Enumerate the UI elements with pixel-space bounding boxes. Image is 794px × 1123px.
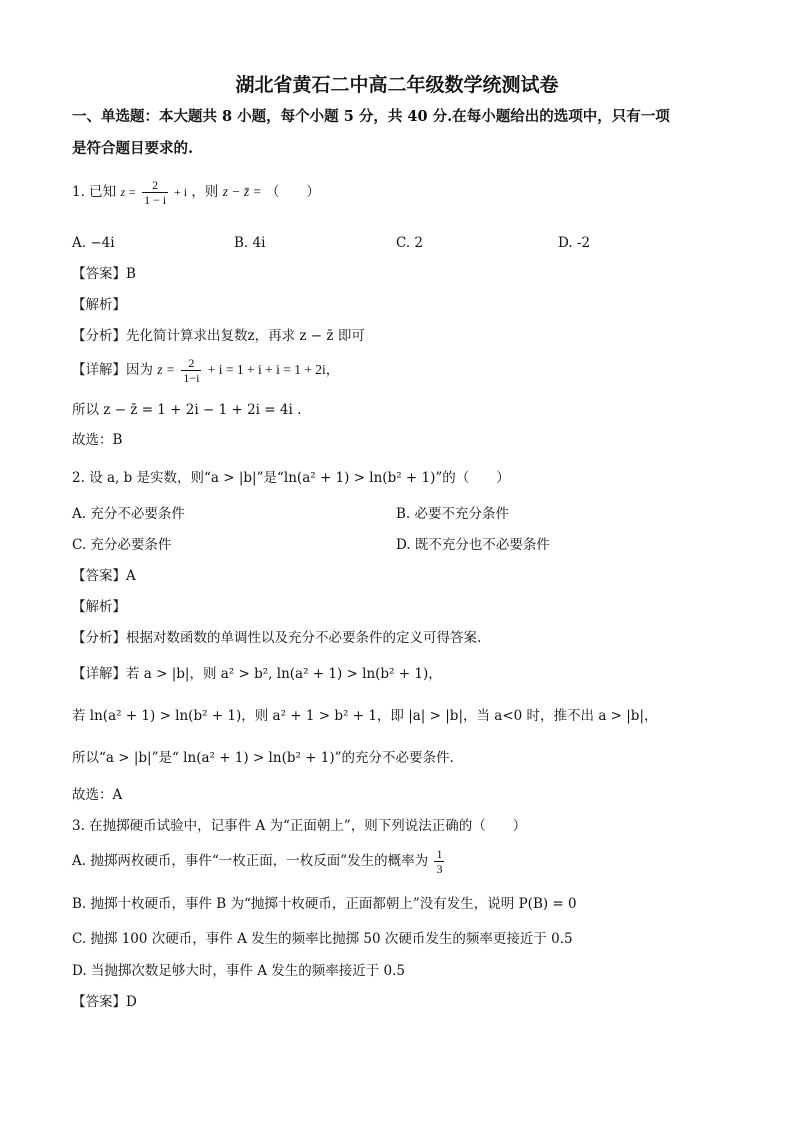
page-title: 湖北省黄石二中高二年级数学统测试卷: [235, 74, 559, 96]
q1-choose: 故选：B: [72, 432, 123, 448]
q2-option-c: C. 充分必要条件: [72, 537, 172, 553]
q2-line2: 若 ln(a² + 1) > ln(b² + 1)，则 a² + 1 > b² + 1，即 |a| > |b|，当 a<0 时，推不出 a > |b|，: [72, 708, 658, 724]
section-heading-line1: 一、单选题：本大题共 8 小题，每个小题 5 分，共 40 分.在每小题给出的选项中，只有一项: [72, 108, 670, 125]
q1-fenxi: 【分析】先化简计算求出复数z，再求 z − z̄ 即可: [72, 328, 365, 344]
q1-option-a: A. −4i: [72, 235, 115, 251]
q2-option-b: B. 必要不充分条件: [396, 506, 510, 522]
q3-stem: 3. 在抛掷硬币试验中，记事件 A 为“正面朝上”，则下列说法正确的（ ）: [72, 818, 527, 834]
q1-option-b: B. 4i: [234, 235, 266, 251]
q3-answer: 【答案】D: [72, 994, 137, 1010]
q3-option-c: C. 抛掷 100 次硬币，事件 A 发生的频率比抛掷 50 次硬币发生的频率更接近于 0.5: [72, 931, 573, 947]
q1-detail: 【详解】因为 z = $\frac{2}{1-i}$ + i = 1 + i + i = 1 + 2i，: [72, 356, 340, 385]
q3-option-b: B. 抛掷十枚硬币，事件 B 为“抛掷十枚硬币，正面都朝上”没有发生，说明 P(B) = 0: [72, 896, 577, 912]
q2-fenxi: 【分析】根据对数函数的单调性以及充分不必要条件的定义可得答案.: [72, 630, 482, 646]
q1-stem: 1. 已知 z = $\frac{2}{1 - i}$ + i ，则 z − z̄ = （ ）: [72, 178, 320, 207]
q1-formula: z = $\frac{2}{1 - i}$ + i: [120, 178, 188, 207]
q1-option-c: C. 2: [396, 235, 424, 251]
q1-detail-fraction: $\frac{2}{1-i}$: [183, 356, 200, 385]
q2-choose: 故选：A: [72, 787, 123, 803]
q2-line3: 所以“a > |b|”是“ ln(a² + 1) > ln(b² + 1)”的充分不必要条件.: [72, 750, 454, 766]
q1-so: 所以 z − z̄ = 1 + 2i − 1 + 2i = 4i .: [72, 402, 302, 418]
q2-option-d: D. 既不充分也不必要条件: [396, 537, 550, 553]
q3-option-d: D. 当抛掷次数足够大时，事件 A 发生的频率接近于 0.5: [72, 963, 406, 979]
q1-analysis-label: 【解析】: [72, 297, 126, 313]
q3-option-a: A. 抛掷两枚硬币，事件“一枚正面，一枚反面”发生的概率为 $\frac{1}{3}$: [72, 847, 443, 876]
q1-option-d: D. -2: [558, 235, 591, 251]
q2-option-a: A. 充分不必要条件: [72, 506, 185, 522]
q1-fraction: $\frac{2}{1 - i}$: [144, 178, 167, 207]
section-heading-line2: 是符合题目要求的.: [72, 140, 194, 157]
q1-answer: 【答案】B: [72, 266, 136, 282]
q2-answer: 【答案】A: [72, 568, 136, 584]
q2-detail: 【详解】若 a > |b|，则 a² > b², ln(a² + 1) > ln(b² + 1)，: [72, 666, 442, 682]
q2-stem: 2. 设 a, b 是实数，则“a > |b|”是“ln(a² + 1) > ln(b² + 1)”的（ ）: [72, 470, 510, 486]
q3-option-a-fraction: $\frac{1}{3}$: [436, 847, 443, 876]
q2-analysis-label: 【解析】: [72, 599, 126, 615]
